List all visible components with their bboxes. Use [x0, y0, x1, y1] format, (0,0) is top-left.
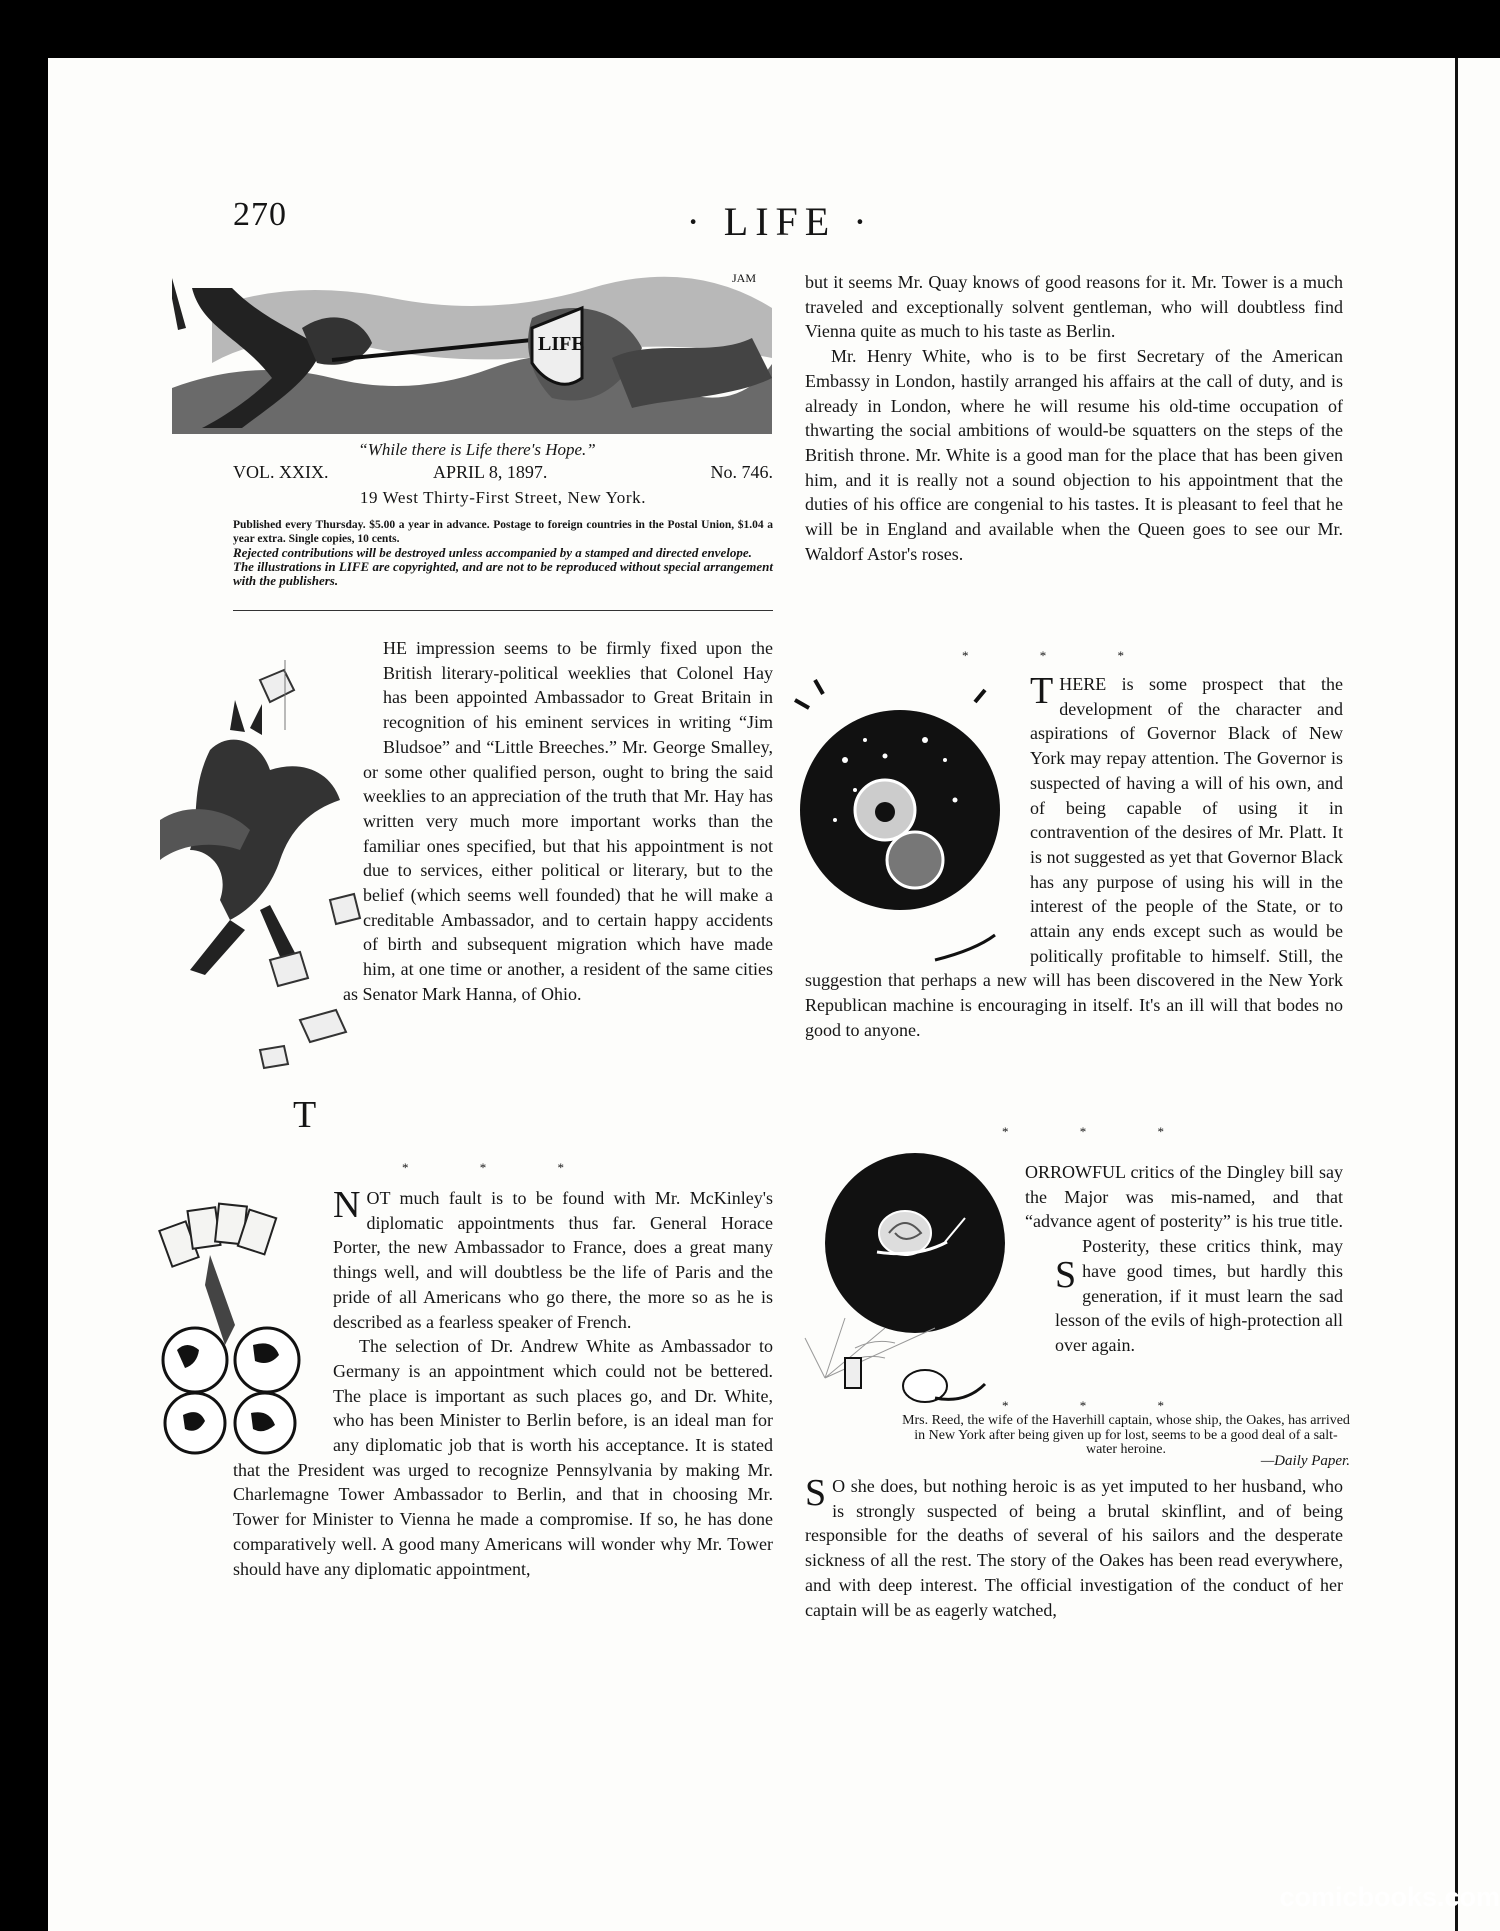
publisher-address: 19 West Thirty-First Street, New York.: [359, 488, 647, 507]
issue-line: [233, 462, 773, 488]
shield-label: LIFE: [538, 333, 585, 355]
wrap-spacer: [233, 1096, 293, 1146]
section-separator: * * *: [402, 1160, 598, 1175]
wrap-spacer: [805, 1160, 1025, 1256]
wrap-spacer: [805, 1256, 1055, 1406]
artist-signature: JAM: [732, 271, 757, 285]
divider-rule: [233, 610, 773, 611]
hay-article: [233, 636, 773, 1166]
hay-paragraph: HE impression seems to be firmly fixed upon the British literary-political weeklies that Colonel Hay has been appointed Ambassador to Great Britain in recognition of his eminent services in writing “Jim Bludsoe” and “Little Breeches.” Mr. George Smalley, or some other qualified person, ought to bring the said weeklies to an appreciation of the truth that Mr. Hay has written very much more important works than the familiar ones specified, but that his appointment is not due to services, either political or literary, but to the belief (which seems well founded) that he will make a creditable Ambassador, and to certain happy accidents of birth and subsequent migration which have made him, at one time or another, a resident of the same cities as Senator Mark Hanna, of Ohio.: [343, 638, 773, 1004]
drop-cap: S: [1055, 1254, 1077, 1296]
quoted-item: Mrs. Reed, the wife of the Haverhill captain, whose ship, the Oakes, has arrived in New York after being given up for lost, seems to be a good deal of a salt-water heroine.: [902, 1413, 1350, 1457]
quote-source: —Daily Paper.: [1260, 1453, 1350, 1469]
header-illustration: [172, 268, 772, 434]
issue-date: APRIL 8, 1897.: [433, 462, 548, 482]
drop-cap: T: [1030, 670, 1054, 712]
section-separator: * * *: [962, 648, 1158, 663]
henry-white-paragraph: Mr. Henry White, who is to be first Secretary of the American Embassy in London, hastily arranged his affairs at the call of duty, and is already in London, where he will resume his old-time occupation of thwarting the social ambitions of would-be squatters on the steps of the British throne. Mr. White is a good man for the place that has been given him, and it is really not a sound objection to his appointment that the duties of his office are congenial to his tastes. It is pleasant to feel that he will be in England and available when the Queen goes to see our Mr. Waldorf Astor's roses.: [805, 346, 1343, 564]
drop-cap: T: [293, 1094, 317, 1136]
drop-cap: N: [333, 1184, 361, 1226]
dingley-paragraph: ORROWFUL critics of the Dingley bill say the Major was mis-named, and that “advance agent of posterity” is his true title. Posterity, these critics think, may have good times, but hardly this generation, if it must learn the sad lesson of the evils of high-protection all over again.: [1025, 1162, 1343, 1355]
mckinley-paragraph: OT much fault is to be found with Mr. McKinley's diplomatic appointments thus far. General Horace Porter, the new Ambassador to France, does a great many things well, and will doubtless be the life of Paris and the pride of all Americans who go there, the more so as he is described as a fearless speaker of French.: [333, 1188, 773, 1332]
publication-notices: [233, 518, 773, 588]
white-paragraph: The selection of Dr. Andrew White as Ambassador to Germany is an appointment which could not be bettered. The place is important as such places go, and Dr. White, who has been Minister to Berlin before, is an ideal man for any diplomatic job that is worth his acceptance. It is stated that the President was urged to recognize Pennsylvania by making Mr. Charlemagne Tower Ambassador to Berlin, and that in choosing Mr. Tower for Minister to Vienna he made a compromise. If so, he has done comparatively well. A good many Americans will wonder why Mr. Tower should have any diplomatic appointment,: [233, 1336, 773, 1579]
wrap-spacer: [233, 746, 363, 966]
drop-cap: S: [805, 1472, 827, 1514]
section-separator: * * *: [1002, 1124, 1198, 1139]
tower-continued: [805, 270, 1343, 566]
reed-article: [805, 1474, 1343, 1622]
page-number: 270: [233, 196, 287, 233]
facing-page-edge: [1455, 58, 1500, 1931]
wrap-spacer: [233, 636, 383, 746]
tower-paragraph: but it seems Mr. Quay knows of good reasons for it. Mr. Tower is a much traveled and exceptionally solvent gentleman, who will doubtless find Vienna quite as much to his taste as Berlin.: [805, 272, 1343, 342]
motto: “While there is Life there's Hope.”: [358, 440, 596, 459]
wrap-spacer: [233, 966, 343, 1096]
volume: VOL. XXIX.: [233, 462, 329, 482]
mckinley-article: [233, 1186, 773, 1581]
section-separator: * * *: [1002, 1398, 1198, 1413]
masthead-title: · LIFE ·: [686, 199, 874, 244]
source-watermark: comicbooks.com: [1279, 1882, 1500, 1912]
issue-number: No. 746.: [710, 462, 773, 482]
wrap-spacer: [805, 672, 1030, 968]
black-article: [805, 672, 1343, 1127]
subscription-notice: Published every Thursday. $5.00 a year in advance. Postage to foreign countries in the Postal Union, $1.04 a year extra. Single copies, 10 cents.: [233, 519, 773, 545]
dingley-article: [805, 1160, 1343, 1420]
black-paragraph: HERE is some prospect that the development of the character and aspirations of Governor Black of New York may repay attention. The Governor is suspected of having a will of his own, and of being capable of using it in contravention of the desires of Mr. Platt. It is not suggested as yet that Governor Black has any purpose of using his will in the interest of the people of the State, or to attain any ends except such as would be politically profitable to himself. Still, the suggestion that perhaps a new will has been discovered in the New York Republican machine is encouraging in itself. It's an ill will that bodes no good to anyone.: [805, 674, 1343, 1040]
wrap-spacer: [233, 1186, 333, 1456]
rejected-notice: Rejected contributions will be destroyed unless accompanied by a stamped and directed envelope.: [233, 545, 752, 560]
copyright-notice: The illustrations in LIFE are copyrighted, and are not to be reproduced without special arrangement with the publishers.: [233, 559, 773, 588]
reed-paragraph: O she does, but nothing heroic is as yet imputed to her husband, who is strongly suspected of being a brutal skinflint, and of being responsible for the deaths of several of his sailors and the desperate sickness of all the rest. The story of the Oakes has been read everywhere, and with deep interest. The official investigation of the conduct of her captain will be as eagerly watched,: [805, 1476, 1343, 1620]
